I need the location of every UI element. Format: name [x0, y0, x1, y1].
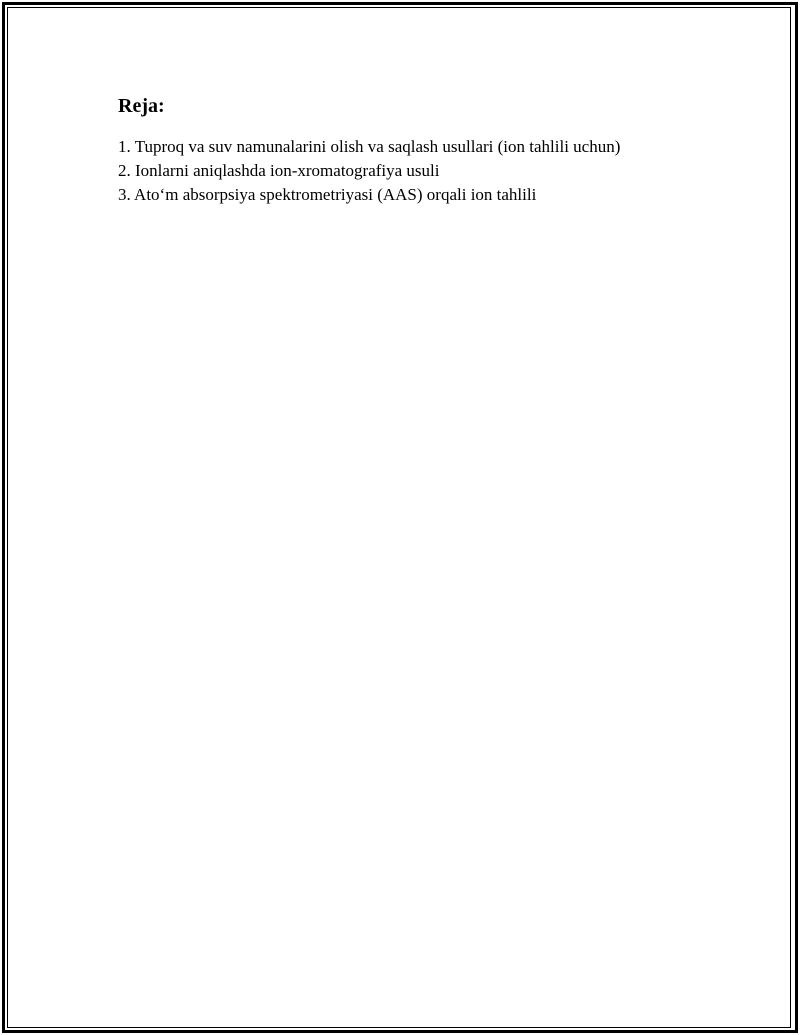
- plan-item-1: 1. Tuproq va suv namunalarini olish va saqlash usullari (ion tahlili uchun): [118, 137, 621, 156]
- plan-heading: Reja:: [118, 95, 165, 117]
- plan-list: [118, 135, 738, 207]
- plan-item-3: 3. Ato‘m absorpsiya spektrometriyasi (AAS) orqali ion tahlili: [118, 185, 537, 204]
- page-content: [118, 94, 738, 207]
- plan-item-2: 2. Ionlarni aniqlashda ion-xromatografiya usuli: [118, 161, 440, 180]
